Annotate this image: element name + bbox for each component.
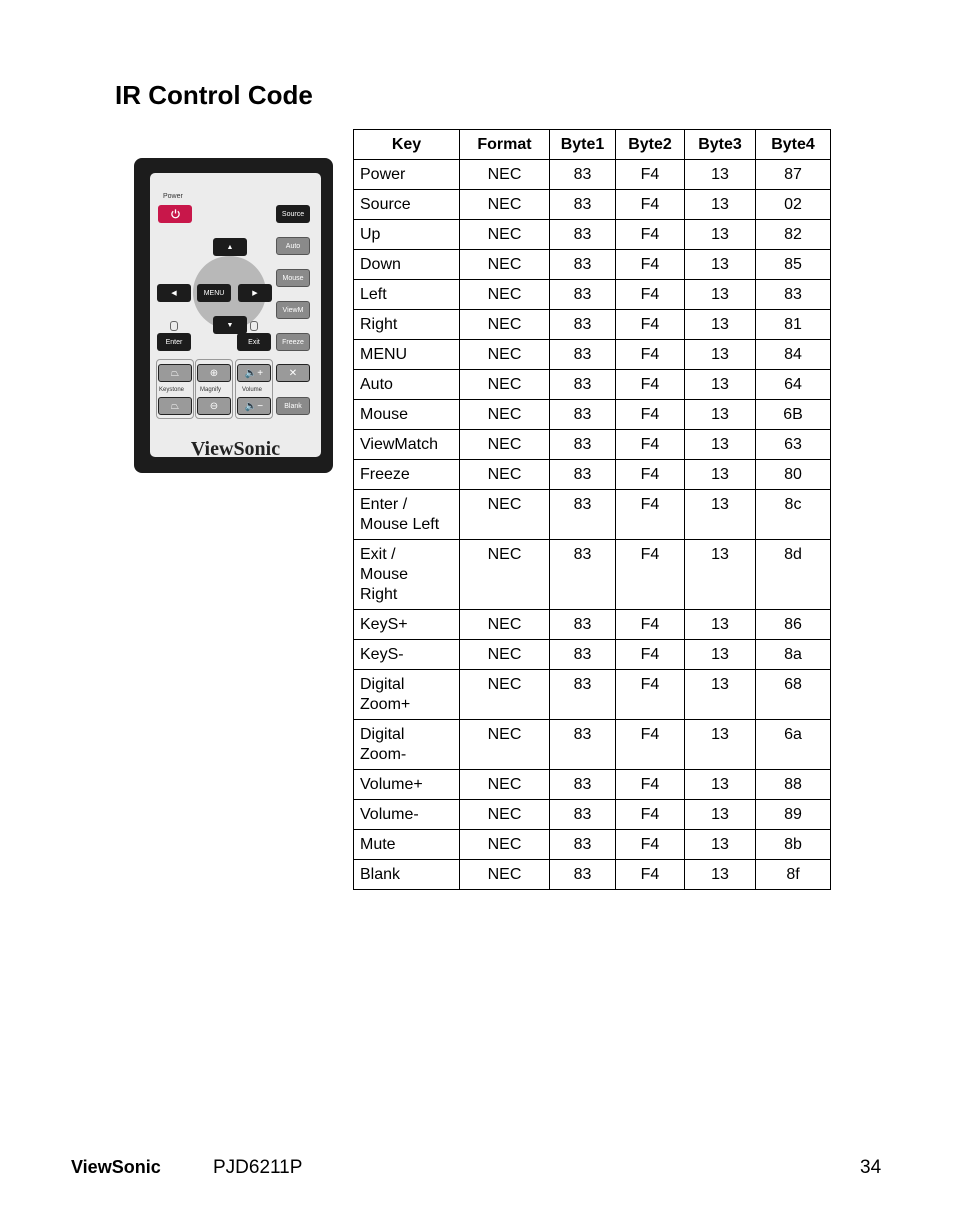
- code-cell: NEC: [460, 310, 550, 340]
- code-cell: 8d: [756, 540, 831, 610]
- volume-label: Volume: [242, 387, 263, 393]
- key-cell: Right: [354, 310, 460, 340]
- code-cell: 13: [685, 720, 756, 770]
- key-cell: Digital Zoom+: [354, 670, 460, 720]
- zoom-out-button: [197, 397, 231, 415]
- code-cell: NEC: [460, 190, 550, 220]
- power-button: [158, 205, 192, 223]
- left-button: [157, 284, 191, 302]
- code-cell: 63: [756, 430, 831, 460]
- code-cell: F4: [616, 540, 685, 610]
- code-cell: NEC: [460, 460, 550, 490]
- code-cell: F4: [616, 670, 685, 720]
- table-row: [354, 610, 831, 640]
- key-cell: Auto: [354, 370, 460, 400]
- code-cell: 83: [550, 830, 616, 860]
- code-cell: F4: [616, 640, 685, 670]
- key-cell: ViewMatch: [354, 430, 460, 460]
- code-cell: NEC: [460, 160, 550, 190]
- remote-brand-logo: ViewSonic: [190, 438, 281, 460]
- code-cell: F4: [616, 370, 685, 400]
- code-cell: 83: [550, 800, 616, 830]
- volume-down-icon: 🔈−: [244, 400, 264, 412]
- code-cell: F4: [616, 160, 685, 190]
- code-cell: NEC: [460, 610, 550, 640]
- code-cell: 8f: [756, 860, 831, 890]
- code-cell: 83: [550, 400, 616, 430]
- code-cell: F4: [616, 460, 685, 490]
- mouse-left-icon: [170, 321, 178, 331]
- code-cell: F4: [616, 250, 685, 280]
- key-cell: Volume-: [354, 800, 460, 830]
- code-cell: 83: [550, 640, 616, 670]
- code-cell: 13: [685, 280, 756, 310]
- remote-face: [150, 173, 321, 460]
- keystone-inverted-icon: ⏢: [171, 400, 179, 412]
- table-row: [354, 640, 831, 670]
- column-header: Byte4: [756, 130, 831, 160]
- code-cell: F4: [616, 720, 685, 770]
- code-cell: 83: [550, 860, 616, 890]
- code-cell: 13: [685, 770, 756, 800]
- code-cell: 83: [550, 490, 616, 540]
- key-cell: Volume+: [354, 770, 460, 800]
- table-row: [354, 860, 831, 890]
- code-cell: 83: [550, 250, 616, 280]
- code-cell: 02: [756, 190, 831, 220]
- code-cell: F4: [616, 220, 685, 250]
- page-number: 34: [860, 1157, 882, 1178]
- code-cell: F4: [616, 770, 685, 800]
- auto-button: Auto: [276, 237, 310, 255]
- mouse-right-icon: [250, 321, 258, 331]
- code-cell: F4: [616, 400, 685, 430]
- code-cell: 83: [550, 220, 616, 250]
- menu-button: MENU: [197, 284, 231, 302]
- table-row: [354, 280, 831, 310]
- code-cell: 83: [550, 670, 616, 720]
- code-cell: NEC: [460, 540, 550, 610]
- key-cell: Enter / Mouse Left: [354, 490, 460, 540]
- code-cell: 83: [550, 430, 616, 460]
- code-cell: 83: [550, 460, 616, 490]
- table-row: [354, 160, 831, 190]
- code-cell: 83: [550, 310, 616, 340]
- code-cell: F4: [616, 190, 685, 220]
- code-cell: NEC: [460, 370, 550, 400]
- table-row: [354, 310, 831, 340]
- code-cell: 6B: [756, 400, 831, 430]
- code-cell: 13: [685, 800, 756, 830]
- table-row: [354, 370, 831, 400]
- keystone-down-button: [158, 397, 192, 415]
- code-cell: F4: [616, 610, 685, 640]
- code-cell: 13: [685, 830, 756, 860]
- code-cell: 8b: [756, 830, 831, 860]
- arrow-left-icon: ◀: [171, 290, 177, 297]
- code-cell: 81: [756, 310, 831, 340]
- code-cell: 84: [756, 340, 831, 370]
- mouse-button: Mouse: [276, 269, 310, 287]
- keystone-trapezoid-icon: ⏢: [171, 367, 179, 379]
- code-cell: 13: [685, 490, 756, 540]
- code-cell: NEC: [460, 220, 550, 250]
- code-cell: 83: [756, 280, 831, 310]
- code-cell: F4: [616, 430, 685, 460]
- table-row: [354, 340, 831, 370]
- code-cell: NEC: [460, 860, 550, 890]
- code-cell: 13: [685, 460, 756, 490]
- keystone-label: Keystone: [159, 387, 185, 393]
- code-cell: NEC: [460, 340, 550, 370]
- page-title: IR Control Code: [115, 80, 313, 110]
- table-row: [354, 670, 831, 720]
- source-button: Source: [276, 205, 310, 223]
- code-cell: NEC: [460, 250, 550, 280]
- code-cell: 83: [550, 720, 616, 770]
- code-cell: F4: [616, 340, 685, 370]
- column-header: Byte3: [685, 130, 756, 160]
- code-cell: 82: [756, 220, 831, 250]
- code-cell: F4: [616, 280, 685, 310]
- zoom-in-icon: ⊕: [209, 367, 219, 379]
- code-cell: 13: [685, 610, 756, 640]
- key-cell: MENU: [354, 340, 460, 370]
- table-row: [354, 400, 831, 430]
- code-cell: 13: [685, 430, 756, 460]
- table-row: [354, 490, 831, 540]
- table-row: [354, 830, 831, 860]
- magnify-label: Magnify: [200, 387, 222, 393]
- code-cell: 13: [685, 370, 756, 400]
- table-row: [354, 190, 831, 220]
- table-row: [354, 460, 831, 490]
- key-cell: KeyS-: [354, 640, 460, 670]
- table-row: [354, 220, 831, 250]
- code-cell: NEC: [460, 400, 550, 430]
- footer-model: PJD6211P: [213, 1157, 303, 1178]
- code-cell: 68: [756, 670, 831, 720]
- code-cell: 83: [550, 340, 616, 370]
- code-cell: 13: [685, 640, 756, 670]
- column-header: Byte1: [550, 130, 616, 160]
- viewm-button: ViewM: [276, 301, 310, 319]
- blank-button: Blank: [276, 397, 310, 415]
- key-cell: Source: [354, 190, 460, 220]
- ir-code-table: [353, 129, 831, 890]
- key-cell: Exit / Mouse Right: [354, 540, 460, 610]
- code-cell: 83: [550, 190, 616, 220]
- code-cell: 83: [550, 770, 616, 800]
- code-cell: NEC: [460, 430, 550, 460]
- remote-control-illustration: [134, 158, 333, 473]
- code-cell: 13: [685, 220, 756, 250]
- column-header: Format: [460, 130, 550, 160]
- keystone-up-button: [158, 364, 192, 382]
- key-cell: Left: [354, 280, 460, 310]
- up-button: [213, 238, 247, 256]
- code-cell: 83: [550, 540, 616, 610]
- arrow-down-icon: ▼: [226, 321, 234, 329]
- code-cell: F4: [616, 490, 685, 540]
- code-cell: 13: [685, 860, 756, 890]
- table-row: [354, 430, 831, 460]
- enter-button: Enter: [157, 333, 191, 351]
- column-header: Byte2: [616, 130, 685, 160]
- table-row: [354, 770, 831, 800]
- code-cell: 83: [550, 370, 616, 400]
- code-cell: NEC: [460, 830, 550, 860]
- volume-down-button: [237, 397, 271, 415]
- footer-brand: ViewSonic: [71, 1157, 161, 1177]
- column-header: Key: [354, 130, 460, 160]
- zoom-out-icon: ⊖: [209, 400, 219, 412]
- code-cell: F4: [616, 860, 685, 890]
- code-cell: F4: [616, 800, 685, 830]
- table-row: [354, 720, 831, 770]
- code-cell: 13: [685, 540, 756, 610]
- code-cell: 13: [685, 400, 756, 430]
- code-cell: 13: [685, 310, 756, 340]
- key-cell: KeyS+: [354, 610, 460, 640]
- code-cell: 13: [685, 190, 756, 220]
- zoom-in-button: [197, 364, 231, 382]
- table-row: [354, 800, 831, 830]
- key-cell: Mute: [354, 830, 460, 860]
- code-cell: 83: [550, 280, 616, 310]
- power-icon: [170, 208, 181, 221]
- code-cell: F4: [616, 830, 685, 860]
- code-cell: 85: [756, 250, 831, 280]
- freeze-button: Freeze: [276, 333, 310, 351]
- code-cell: 8c: [756, 490, 831, 540]
- key-cell: Down: [354, 250, 460, 280]
- code-cell: 83: [550, 160, 616, 190]
- code-cell: NEC: [460, 720, 550, 770]
- code-cell: NEC: [460, 670, 550, 720]
- arrow-up-icon: ▲: [226, 243, 234, 251]
- code-cell: NEC: [460, 280, 550, 310]
- code-cell: 88: [756, 770, 831, 800]
- code-cell: 13: [685, 160, 756, 190]
- code-cell: 13: [685, 250, 756, 280]
- down-button: [213, 316, 247, 334]
- code-cell: NEC: [460, 770, 550, 800]
- code-cell: 87: [756, 160, 831, 190]
- key-cell: Blank: [354, 860, 460, 890]
- arrow-right-icon: ▶: [252, 290, 258, 297]
- code-cell: 13: [685, 340, 756, 370]
- volume-up-button: [237, 364, 271, 382]
- code-cell: 89: [756, 800, 831, 830]
- exit-button: Exit: [237, 333, 271, 351]
- code-cell: 8a: [756, 640, 831, 670]
- table-row: [354, 540, 831, 610]
- key-cell: Freeze: [354, 460, 460, 490]
- code-cell: 64: [756, 370, 831, 400]
- key-cell: Power: [354, 160, 460, 190]
- code-cell: F4: [616, 310, 685, 340]
- right-button: [238, 284, 272, 302]
- code-cell: 83: [550, 610, 616, 640]
- code-cell: NEC: [460, 490, 550, 540]
- table-row: [354, 250, 831, 280]
- volume-up-icon: 🔈+: [244, 367, 264, 379]
- key-cell: Digital Zoom-: [354, 720, 460, 770]
- code-cell: NEC: [460, 800, 550, 830]
- key-cell: Up: [354, 220, 460, 250]
- mute-icon: ✕: [288, 367, 298, 379]
- power-label: Power: [163, 193, 183, 200]
- key-cell: Mouse: [354, 400, 460, 430]
- code-cell: 80: [756, 460, 831, 490]
- mute-button: [276, 364, 310, 382]
- table-header-row: [354, 130, 831, 160]
- code-cell: 13: [685, 670, 756, 720]
- code-cell: NEC: [460, 640, 550, 670]
- code-cell: 86: [756, 610, 831, 640]
- code-cell: 6a: [756, 720, 831, 770]
